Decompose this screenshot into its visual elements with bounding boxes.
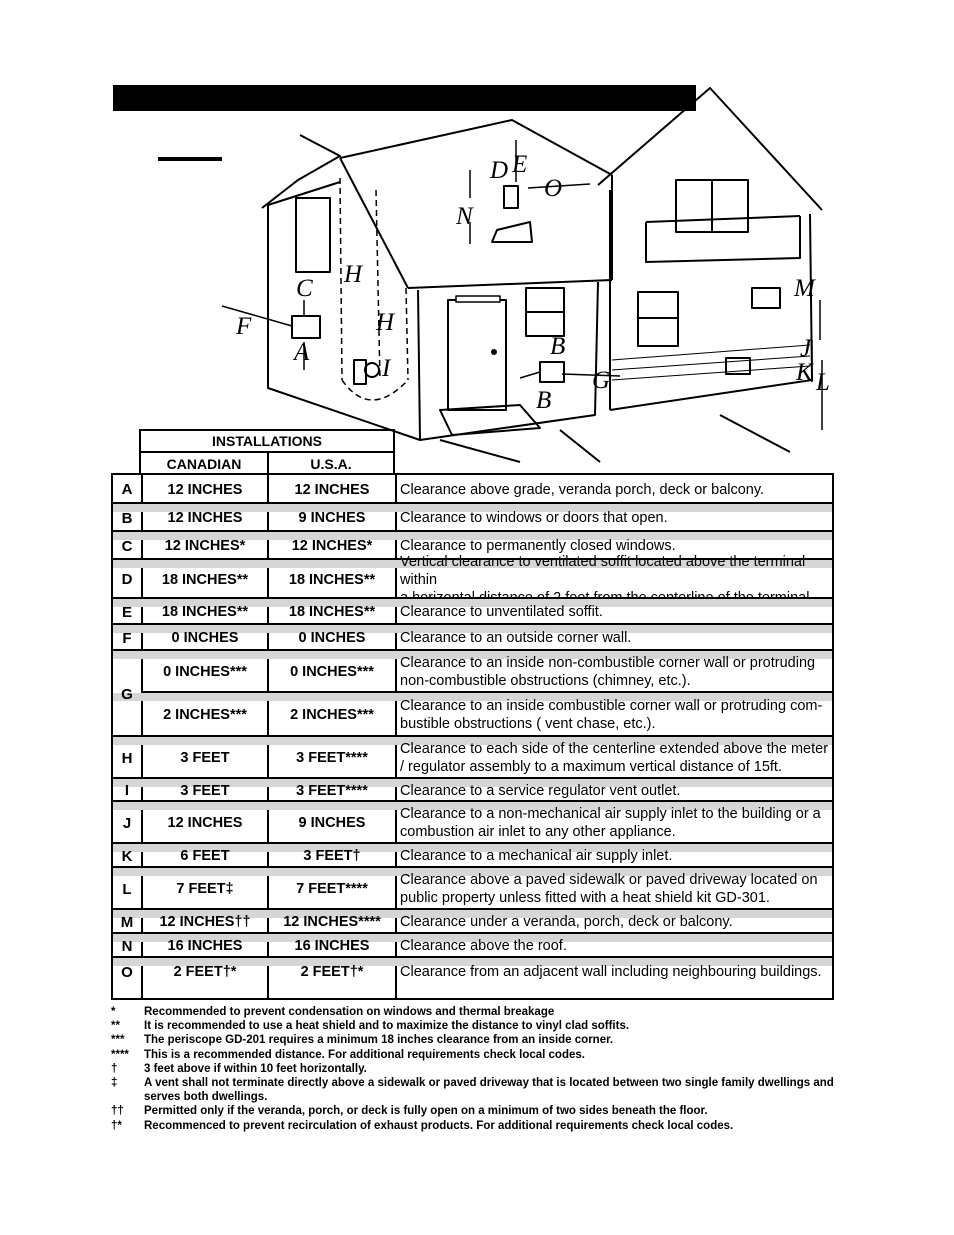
row-letter: G	[121, 685, 133, 703]
canadian-value: 2 INCHES***	[163, 707, 247, 723]
clearance-description	[397, 651, 832, 693]
table-row	[113, 868, 832, 910]
description-line: Clearance to a service regulator vent outlet.	[400, 782, 681, 799]
row-letter: C	[121, 537, 133, 555]
footnote-text: The periscope GD-201 requires a minimum 18 inches clearance from an inside corner.	[144, 1034, 614, 1047]
clearance-description	[397, 599, 832, 625]
usa-value: 3 FEET†	[303, 848, 361, 864]
clearance-description	[397, 504, 832, 532]
description-line: Clearance above grade, veranda porch, deck or balcony.	[400, 481, 765, 498]
usa-value: 2 INCHES***	[290, 707, 374, 723]
clearance-table	[111, 473, 834, 1000]
row-letter: L	[122, 880, 132, 898]
description-line: combustion air inlet to any other appliance.	[400, 824, 676, 840]
table-row	[113, 504, 832, 532]
footnote	[111, 1005, 836, 1019]
table-row	[113, 958, 832, 986]
clearance-description	[397, 844, 832, 868]
usa-value: 9 INCHES	[298, 815, 366, 831]
diagram-label: M	[794, 275, 815, 302]
canadian-value: 3 FEET	[180, 750, 230, 766]
description-line: Clearance to a mechanical air supply inlet.	[400, 848, 673, 864]
footnote-text: A vent shall not terminate directly above a sidewalk or paved driveway that is located between two single family dwellings and serves both dwellings.	[144, 1077, 834, 1104]
canadian-value: 12 INCHES	[167, 510, 243, 526]
usa-value: 7 FEET****	[296, 881, 368, 897]
diagram-label: D	[490, 157, 509, 184]
description-line: Clearance under a veranda, porch, deck or balcony.	[400, 914, 733, 930]
table-row	[113, 934, 832, 958]
clearance-description	[397, 625, 832, 651]
diagram-label: H	[344, 261, 363, 288]
description-line: Clearance to an outside corner wall.	[400, 630, 632, 646]
footnote-text: Permitted only if the veranda, porch, or deck is fully open on a minimum of two sides beneath the floor.	[144, 1105, 708, 1118]
clearance-description	[397, 475, 832, 504]
footnote-symbol: *	[111, 1006, 116, 1018]
diagram-label: O	[544, 175, 563, 202]
row-letter: J	[122, 814, 132, 832]
row-letter: N	[121, 937, 133, 955]
usa-value: 12 INCHES*	[291, 538, 373, 554]
diagram-label: H	[376, 309, 395, 336]
footnote-symbol: **	[111, 1020, 120, 1033]
description-line: non-combustible obstructions (chimney, etc.).	[400, 673, 691, 689]
installations-header	[139, 429, 395, 473]
clearance-description	[397, 737, 832, 779]
table-row	[113, 475, 832, 504]
diagram-label: J	[800, 335, 812, 362]
table-row	[113, 802, 832, 844]
clearance-description	[397, 802, 832, 844]
description-line: Clearance above a paved sidewalk or paved driveway located on	[400, 872, 818, 888]
row-letter: K	[121, 847, 133, 865]
row-letter: M	[120, 913, 134, 931]
usa-value: 18 INCHES**	[288, 571, 376, 588]
footnote-text: It is recommended to use a heat shield and to maximize the distance to vinyl clad soffits.	[144, 1020, 630, 1033]
description-line: Clearance to a non-mechanical air supply inlet to the building or a	[400, 806, 821, 822]
row-letter: H	[121, 749, 133, 767]
usa-value: 3 FEET****	[296, 750, 368, 766]
usa-value: 0 INCHES***	[290, 664, 374, 680]
clearance-description	[397, 934, 832, 958]
footnote	[111, 1033, 836, 1047]
canadian-value: 0 INCHES***	[163, 664, 247, 680]
row-letter: A	[121, 481, 133, 498]
footnote-text: Recommended to prevent condensation on windows and thermal breakage	[144, 1006, 555, 1018]
footnote	[111, 1076, 836, 1104]
diagram-label: C	[296, 275, 313, 302]
footnote-text: Recommenced to prevent recirculation of exhaust products. For additional requirements check local codes.	[144, 1119, 734, 1132]
description-line: Clearance from an adjacent wall including neighbouring buildings.	[400, 964, 822, 980]
description-line: Clearance to an inside non-combustible corner wall or protruding	[400, 655, 816, 671]
canadian-value: 18 INCHES**	[161, 571, 249, 588]
diagram-label: B	[536, 387, 552, 414]
footnote-symbol: ‡	[111, 1077, 118, 1090]
footnotes	[111, 1005, 836, 1133]
canadian-value: 16 INCHES	[167, 938, 243, 954]
usa-value: 3 FEET****	[296, 782, 368, 799]
clearance-description	[397, 553, 832, 599]
diagram-label: N	[456, 203, 473, 230]
canadian-value: 6 FEET	[180, 848, 230, 864]
footnote-text: This is a recommended distance. For additional requirements check local codes.	[144, 1048, 585, 1061]
row-letter: F	[122, 629, 132, 647]
table-row	[113, 844, 832, 868]
diagram-label: B	[550, 333, 566, 360]
description-line: bustible obstructions ( vent chase, etc.).	[400, 716, 656, 732]
row-letter: B	[121, 509, 133, 527]
usa-value: 12 INCHES	[294, 481, 370, 498]
row-letter: E	[121, 603, 132, 621]
canadian-value: 12 INCHES	[167, 815, 243, 831]
clearance-description	[397, 779, 832, 802]
description-line: Vertical clearance to ventilated soffit located above the terminal within	[400, 553, 806, 588]
vent-clearance-house-diagram	[0, 0, 954, 480]
table-row	[113, 625, 832, 651]
canadian-value: 12 INCHES*	[164, 538, 246, 554]
table-row	[113, 779, 832, 802]
installations-title: INSTALLATIONS	[141, 431, 393, 453]
canadian-value: 12 INCHES††	[159, 914, 251, 930]
canadian-value: 2 FEET†*	[173, 964, 237, 980]
table-row	[113, 599, 832, 625]
description-line: / regulator assembly to a maximum vertical distance of 15ft.	[400, 759, 782, 775]
canadian-value: 12 INCHES	[167, 481, 243, 498]
table-row	[113, 910, 832, 934]
table-row	[113, 651, 832, 693]
footnote-symbol: †*	[111, 1119, 122, 1132]
clearance-description	[397, 958, 832, 986]
canadian-value: 3 FEET	[180, 782, 230, 799]
footnote-text: 3 feet above if within 10 feet horizontally.	[144, 1062, 367, 1075]
canadian-value: 0 INCHES	[171, 630, 239, 646]
table-row	[113, 737, 832, 779]
row-letter: I	[124, 782, 130, 799]
description-line: public property unless fitted with a heat shield kit GD-301.	[400, 890, 770, 906]
usa-value: 16 INCHES	[294, 938, 370, 954]
description-line: Clearance to an inside combustible corner wall or protruding com-	[400, 698, 823, 714]
footnote	[111, 1048, 836, 1062]
canadian-value: 7 FEET‡	[176, 881, 234, 897]
usa-value: 12 INCHES****	[283, 914, 381, 930]
footnote	[111, 1019, 836, 1033]
description-line: Clearance to each side of the centerline extended above the meter	[400, 741, 829, 757]
footnote	[111, 1104, 836, 1118]
description-line: Clearance to permanently closed windows.	[400, 538, 676, 554]
footnote-symbol: †	[111, 1062, 118, 1075]
footnote-symbol: ††	[111, 1105, 124, 1118]
diagram-label: I	[382, 355, 391, 382]
footnote-symbol: ****	[111, 1048, 129, 1061]
clearance-description	[397, 910, 832, 934]
footnote	[111, 1062, 836, 1076]
diagram-label: F	[236, 313, 252, 340]
clearance-description	[397, 693, 832, 737]
table-row	[113, 693, 832, 737]
description-line: Clearance above the roof.	[400, 938, 567, 954]
diagram-label: K	[796, 359, 813, 386]
usa-column-header: U.S.A.	[310, 456, 352, 472]
diagram-label: G	[592, 367, 611, 394]
description-line: Clearance to unventilated soffit.	[400, 604, 603, 620]
clearance-description	[397, 868, 832, 910]
diagram-label: L	[816, 369, 830, 396]
usa-value: 0 INCHES	[298, 630, 366, 646]
canadian-column-header: CANADIAN	[141, 453, 269, 475]
canadian-value: 18 INCHES**	[161, 604, 249, 620]
description-line: Clearance to windows or doors that open.	[400, 510, 668, 526]
footnote	[111, 1119, 836, 1133]
usa-value: 18 INCHES**	[288, 604, 376, 620]
usa-value: 9 INCHES	[298, 510, 366, 526]
diagram-label: A	[294, 339, 310, 366]
row-letter: D	[121, 571, 133, 588]
diagram-label: E	[512, 151, 528, 178]
footnote-symbol: ***	[111, 1034, 125, 1047]
usa-value: 2 FEET†*	[300, 964, 364, 980]
row-letter: O	[121, 963, 133, 981]
table-row	[113, 553, 832, 599]
